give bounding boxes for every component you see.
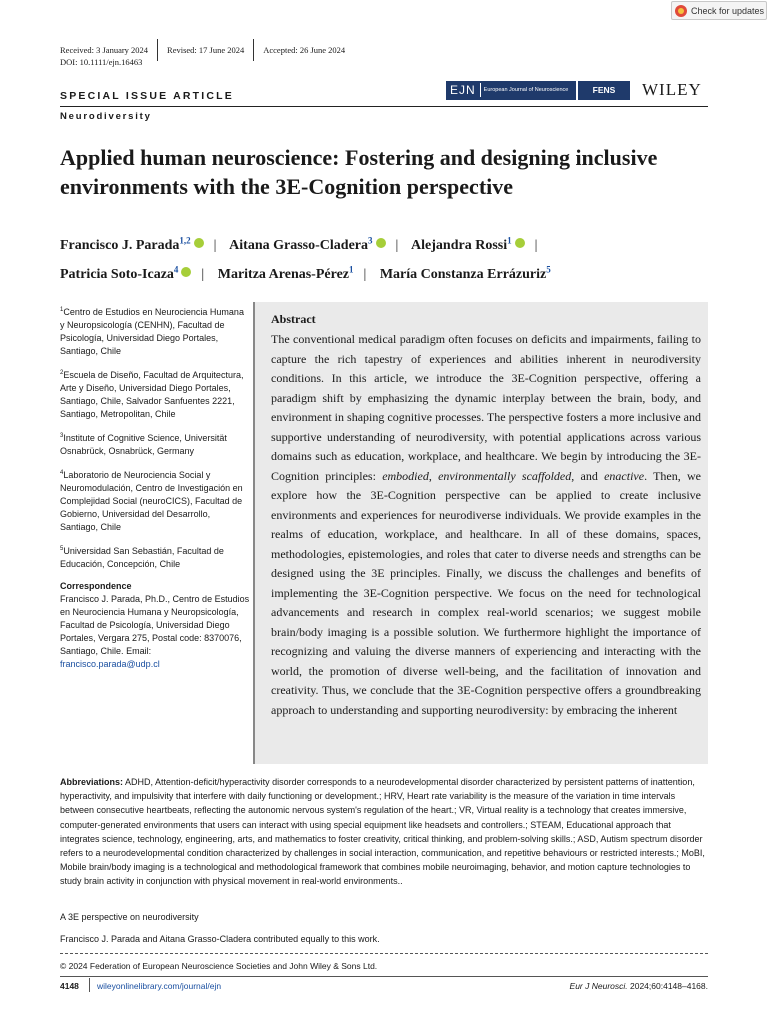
journal-logos bbox=[446, 80, 702, 100]
footnote-rule bbox=[60, 953, 708, 954]
citation: Eur J Neurosci. 2024;60:4148–4168. bbox=[569, 981, 708, 991]
author-list: Francisco J. Parada$^{1,2}$ | Aitana Grasso-Cladera$^3$ | Alejandra Rossi$^1$ | Patricia Soto-Icaza$^4$ | Maritza Arenas-Pérez$^1$ | María Constanza Errázuriz$^5$ bbox=[60, 235, 551, 283]
received-date: Received: 3 January 2024 bbox=[60, 45, 149, 55]
author[interactable]: Aitana Grasso-Cladera$^3$ bbox=[229, 238, 385, 253]
accepted-date: Accepted: 26 June 2024 bbox=[263, 45, 346, 55]
revised-date: Revised: 17 June 2024 bbox=[167, 45, 245, 55]
abstract-box bbox=[253, 302, 708, 764]
author[interactable]: Alejandra Rossi$^1$ bbox=[411, 238, 525, 253]
doi[interactable]: DOI: 10.1111/ejn.16463 bbox=[60, 57, 143, 67]
journal-url-link[interactable]: wileyonlinelibrary.com/journal/ejn bbox=[97, 981, 222, 991]
article-title: Applied human neuroscience: Fostering and designing inclusive environments with the 3E-Cognition perspective bbox=[60, 145, 658, 199]
footer-rule bbox=[60, 976, 708, 977]
equal-contribution-note: Francisco J. Parada and Aitana Grasso-Cladera contributed equally to this work. bbox=[60, 934, 380, 944]
author[interactable]: Maritza Arenas-Pérez$^1$ bbox=[217, 264, 354, 283]
ejn-full-name: European Journal of Neuroscience bbox=[483, 87, 569, 93]
affiliation: $^3$Institute of Cognitive Science, Universität Osnabrück, Osnabrück, Germany bbox=[60, 433, 227, 456]
author[interactable]: Patricia Soto-Icaza$^4$ bbox=[60, 267, 191, 282]
abbreviations: Abbreviations: ADHD, Attention-deficit/hyperactivity disorder corresponds to a neurodevelopmental disorder characterized by persistent patterns of inattention, hyperactivity, and impulsivity that interfere with daily functioning or development.; HRV, Heart rate variability is the measure of the variation in time intervals between consecutive heartbeats, reflecting the autonomic nervous system's regulation of the heart.; VR, Virtual reality is a technology that creates immersive, computer-generated environments that users can interact with using special equipment like headsets and controllers.; STEAM, Educational approach that integrates science, technology, engineering, arts, and mathematics to foster creativity, critical thinking, and problem-solving skills.; ASD, Autism spectrum disorder refers to a neurodevelopmental condition characterized by challenges in social interaction, communication, and repetitive behaviours or restricted interests.; MoBI, Mobile brain/body imaging is a technological and methodological framework that combines mobile neuroimaging, behavior, and motion capture technologies to study brain activity in conjunction with physical movement in real-world environments.. bbox=[60, 777, 705, 887]
orcid-icon[interactable] bbox=[376, 238, 386, 248]
page-number: 4148 bbox=[60, 981, 79, 991]
fens-logo: FENS bbox=[578, 81, 630, 100]
author[interactable]: María Constanza Errázuriz$^5$ bbox=[379, 264, 551, 283]
article-category: Neurodiversity bbox=[60, 111, 152, 122]
wiley-logo: WILEY bbox=[642, 80, 702, 99]
author[interactable]: Francisco J. Parada$^{1,2}$ bbox=[60, 238, 204, 253]
affiliation: $^4$Laboratorio de Neurociencia Social y Neuromodulación, Centro de Investigación en Complejidad Social (neuroCICS), Facultad de Gobierno, Universidad del Desarrollo, Santiago, Chile bbox=[60, 470, 243, 532]
ejn-logo bbox=[446, 81, 576, 100]
page-separator bbox=[89, 978, 90, 992]
short-title: A 3E perspective on neurodiversity bbox=[60, 912, 199, 922]
date-separator bbox=[253, 39, 254, 61]
abstract-text: The conventional medical paradigm often focuses on deficits and impairments, failing to capture the rich tapestry of experiences and abilities inherent in neurodiversity conditions. In this article, we introduce the 3E-Cognition perspective, offering a paradigm shift by emphasizing the dynamic interplay between the brain, body, and environment in shaping cognitive processes. The perspective fosters a more inclusive and supportive understanding of neurodiversity, with potential applications across various domains such as education, workplace, and healthcare. We begin by introducing the 3E-Cognition principles: embodied, environmentally scaffolded, and enactive. Then, we explore how the 3E-Cognition perspective can be applied to create inclusive environments and experiences for neurodiverse individuals. We provide examples in the realms of education, workplace, and healthcare. In all of these domains, spaces, methodologies, epistemologies, and roles that cater to diverse needs and strengths can be designed using the 3E principles. Finally, we discuss the challenges and benefits of implementing the 3E-Cognition perspective. We focus on the need for technological advancements and research in complex real-world scenarios; we suggest mobile brain/body imaging is a possible solution. We furthermore highlight the importance of recognizing and valuing the diverse manners of experiencing and interacting with the world, the promotion of diverse well-being, and the facilitation of innovation and creativity. Thus, we conclude that the 3E-Cognition perspective offers a groundbreaking approach to understanding and supporting neurodiversity: by embracing the inherent bbox=[271, 332, 702, 717]
correspondence-text: Francisco J. Parada, Ph.D., Centro de Estudios en Neurociencia Humana y Neuropsicología, Facultad de Psicología, Universidad Diego Portales, Vergara 275, Postal code: 8370076, Santiago, Chile. Email: francisco.parada@udp.cl bbox=[60, 594, 250, 669]
abstract-heading: Abstract bbox=[271, 312, 316, 326]
affiliation: $^1$Centro de Estudios en Neurociencia Humana y Neuropsicología (CENHN), Facultad de Psicología, Universidad Diego Portales, Santiago, Chile bbox=[60, 307, 244, 356]
check-for-updates-button[interactable] bbox=[671, 1, 767, 20]
orcid-icon[interactable] bbox=[194, 238, 204, 248]
article-type: SPECIAL ISSUE ARTICLE bbox=[60, 90, 234, 102]
ejn-logo-text: EJN bbox=[446, 83, 481, 97]
affiliation: $^2$Escuela de Diseño, Facultad de Arquitectura, Arte y Diseño, Universidad Diego Portales, Santiago, Chile, Salvador Sanfuentes 2221, Santiago, Metropolitan, Chile bbox=[60, 370, 244, 419]
orcid-icon[interactable] bbox=[515, 238, 525, 248]
affiliations bbox=[60, 304, 250, 671]
email-link[interactable]: francisco.parada@udp.cl bbox=[60, 659, 160, 669]
correspondence-heading: Correspondence bbox=[60, 581, 132, 591]
orcid-icon[interactable] bbox=[181, 267, 191, 277]
abstract-border bbox=[253, 302, 255, 764]
copyright: © 2024 Federation of European Neuroscience Societies and John Wiley & Sons Ltd. bbox=[60, 961, 378, 971]
header-rule bbox=[60, 106, 708, 107]
check-for-updates-label: Check for updates bbox=[691, 5, 765, 16]
affiliation: $^5$Universidad San Sebastián, Facultad de Educación, Concepción, Chile bbox=[60, 546, 224, 569]
crossmark-icon bbox=[675, 5, 687, 17]
date-separator bbox=[157, 39, 158, 61]
